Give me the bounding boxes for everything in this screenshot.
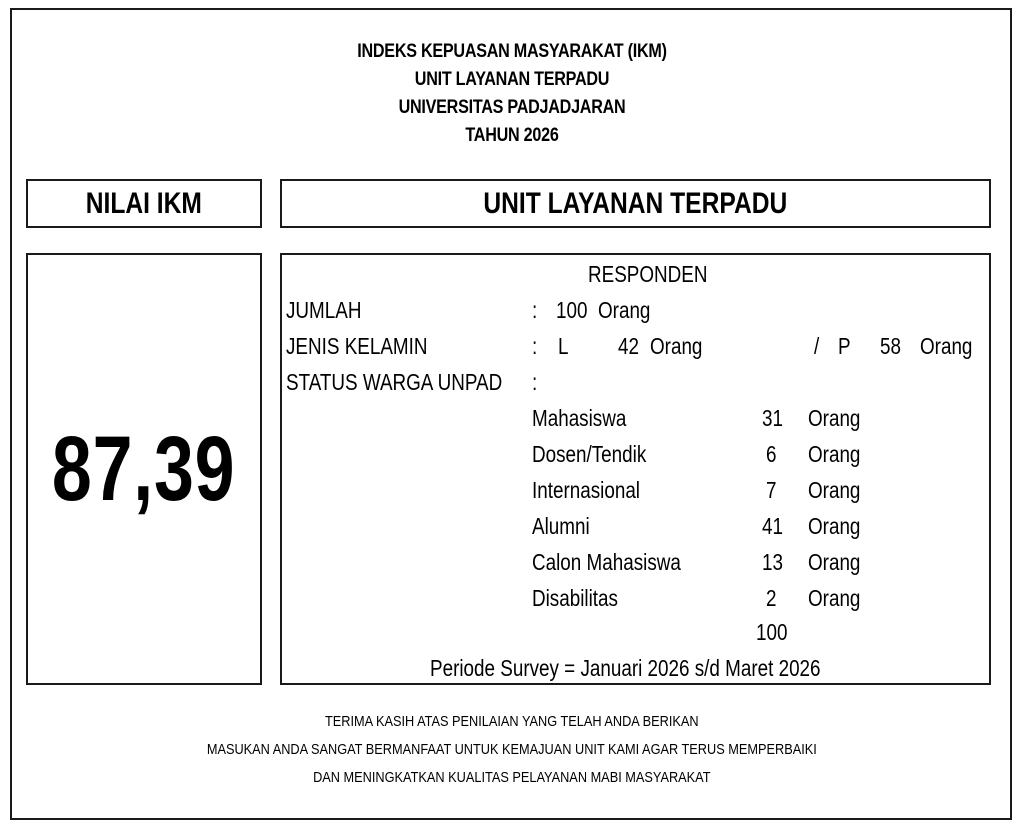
status-item-value: 13: [762, 549, 783, 575]
nilai-ikm-header-box: [26, 179, 262, 228]
female-value: 58: [880, 333, 901, 359]
male-code: L: [558, 333, 569, 359]
jumlah-value: 100: [556, 297, 588, 323]
jumlah-colon: :: [532, 297, 538, 323]
status-item-unit: Orang: [808, 405, 861, 431]
status-item-value: 6: [766, 441, 777, 467]
status-item-label: Dosen/Tendik: [532, 441, 647, 467]
status-colon: :: [532, 369, 538, 395]
gender-label: JENIS KELAMIN: [286, 333, 428, 359]
status-item-value: 2: [766, 585, 777, 611]
gender-colon: :: [532, 333, 538, 359]
ikm-score: 87,39: [52, 417, 236, 520]
footer-feedback: MASUKAN ANDA SANGAT BERMANFAAT UNTUK KEMAJUAN UNIT KAMI AGAR TERUS MEMPERBAIKI: [206, 741, 818, 758]
status-item-unit: Orang: [808, 477, 861, 503]
respondent-details: [280, 253, 991, 685]
status-item-unit: Orang: [808, 549, 861, 575]
header-title: INDEKS KEPUASAN MASYARAKAT (IKM): [357, 41, 667, 62]
header-unit: UNIT LAYANAN TERPADU: [414, 69, 610, 90]
status-item-label: Calon Mahasiswa: [532, 549, 681, 575]
header-year: TAHUN 2026: [465, 125, 559, 146]
report-header: [0, 38, 1024, 150]
female-unit: Orang: [920, 333, 973, 359]
gender-separator: /: [814, 333, 820, 359]
jumlah-label: JUMLAH: [286, 297, 362, 323]
footer-quality: DAN MENINGKATKAN KUALITAS PELAYANAN MABI MASYARAKAT: [313, 769, 711, 786]
header-university: UNIVERSITAS PADJADJARAN: [398, 97, 626, 118]
status-item-label: Alumni: [532, 513, 590, 539]
status-item-label: Disabilitas: [532, 585, 618, 611]
nilai-ikm-title: NILAI IKM: [85, 186, 203, 220]
unit-title: UNIT LAYANAN TERPADU: [483, 186, 788, 220]
unit-header-box: [280, 179, 991, 228]
status-label: STATUS WARGA UNPAD: [286, 369, 503, 395]
status-item-value: 31: [762, 405, 783, 431]
status-item-unit: Orang: [808, 585, 861, 611]
status-item-value: 41: [762, 513, 783, 539]
male-unit: Orang: [650, 333, 703, 359]
female-code: P: [838, 333, 851, 359]
status-item-label: Mahasiswa: [532, 405, 627, 431]
score-box: [26, 253, 262, 685]
status-item-value: 7: [766, 477, 777, 503]
status-item-unit: Orang: [808, 513, 861, 539]
male-value: 42: [618, 333, 639, 359]
respondent-heading: RESPONDEN: [588, 261, 708, 287]
status-total: 100: [756, 619, 788, 645]
footer-thanks: TERIMA KASIH ATAS PENILAIAN YANG TELAH ANDA BERIKAN: [325, 713, 699, 730]
survey-period: Periode Survey = Januari 2026 s/d Maret 2026: [430, 655, 821, 681]
jumlah-unit: Orang: [598, 297, 651, 323]
status-item-unit: Orang: [808, 441, 861, 467]
status-item-label: Internasional: [532, 477, 640, 503]
